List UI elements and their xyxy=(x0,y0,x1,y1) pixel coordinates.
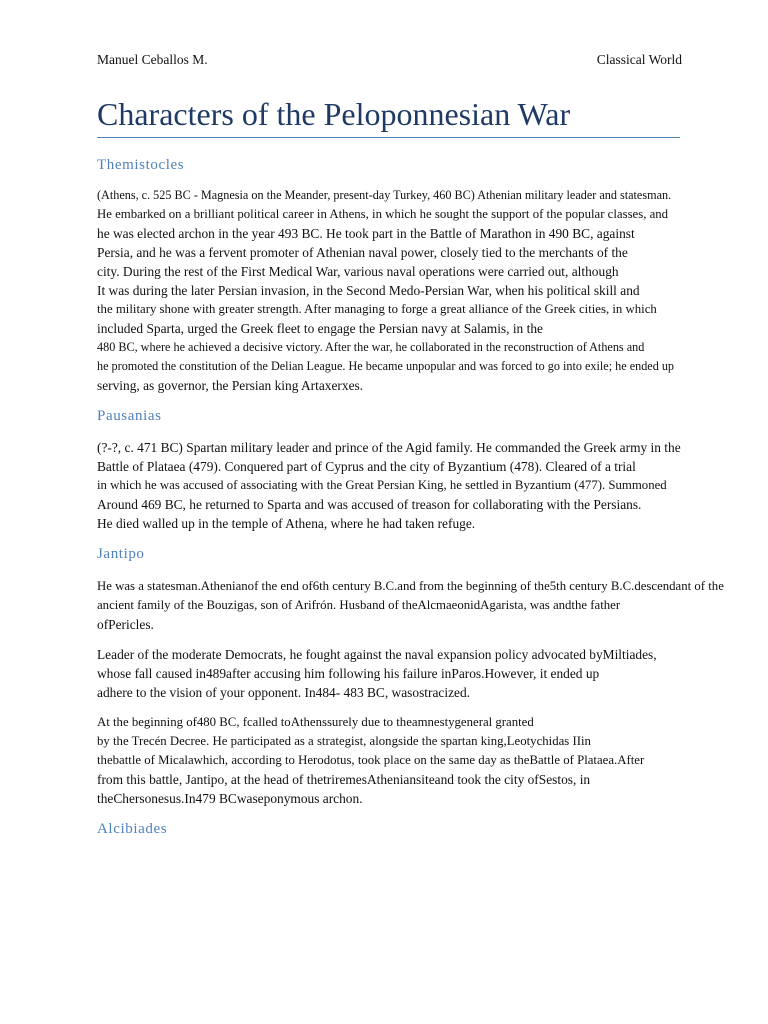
paragraph-line: thebattle of Micalawhich, according to Herodotus, took place on the same day as theBattle of Plataea.After xyxy=(97,753,645,767)
paragraph-line: in which he was accused of associating with the Great Persian King, he settled in Byzantium (477). Summoned xyxy=(97,478,667,492)
paragraph-line: city. During the rest of the First Medical War, various naval operations were carried out, although xyxy=(97,264,619,279)
paragraph-line: whose fall caused in489after accusing him following his failure inParos.However, it ended up xyxy=(97,666,600,681)
section-heading-pausanias: Pausanias xyxy=(97,408,162,424)
paragraph-line: by the Trecén Decree. He participated as a strategist, alongside the spartan king,Leotychidas IIin xyxy=(97,734,591,748)
paragraph-line: he promoted the constitution of the Delian League. He became unpopular and was forced to go into exile; he ended up xyxy=(97,359,675,373)
header-course: Classical World xyxy=(596,52,682,67)
paragraph-line: Persia, and he was a fervent promoter of Athenian naval power, closely tied to the merchants of the xyxy=(97,245,628,260)
paragraph-line: It was during the later Persian invasion, in the Second Medo-Persian War, when his political skill and xyxy=(97,283,640,298)
section-heading-themistocles: Themistocles xyxy=(97,157,185,173)
document-title: Characters of the Peloponnesian War xyxy=(97,96,571,132)
paragraph-line: He embarked on a brilliant political career in Athens, in which he sought the support of the popular classes, and xyxy=(97,207,669,221)
paragraph-line: Around 469 BC, he returned to Sparta and was accused of treason for collaborating with the Persians. xyxy=(97,497,642,512)
paragraph-line: from this battle, Jantipo, at the head of thetriremesAtheniansiteand took the city ofSestos, in xyxy=(97,772,591,787)
paragraph-line: At the beginning of480 BC, fcalled toAthenssurely due to theamnestygeneral granted xyxy=(97,715,534,729)
paragraph-line: ofPericles. xyxy=(97,617,154,632)
paragraph-line: serving, as governor, the Persian king Artaxerxes. xyxy=(97,378,364,393)
paragraph-line: (?-?, c. 471 BC) Spartan military leader and prince of the Agid family. He commanded the Greek army in the xyxy=(97,440,681,455)
paragraph-line: He was a statesman.Athenianof the end of6th century B.C.and from the beginning of the5th century B.C.descendant of the xyxy=(97,579,724,593)
paragraph-line: (Athens, c. 525 BC - Magnesia on the Meander, present-day Turkey, 460 BC) Athenian military leader and statesman. xyxy=(97,188,672,202)
paragraph-line: Leader of the moderate Democrats, he fought against the naval expansion policy advocated byMiltiades, xyxy=(97,647,657,662)
paragraph-line: Battle of Plataea (479). Conquered part of Cyprus and the city of Byzantium (478). Cleared of a trial xyxy=(97,459,636,474)
header-author: Manuel Ceballos M. xyxy=(97,52,208,67)
paragraph-line: he was elected archon in the year 493 BC. He took part in the Battle of Marathon in 490 BC, against xyxy=(97,226,635,241)
paragraph-line: adhere to the vision of your opponent. In484- 483 BC, wasostracized. xyxy=(97,685,470,700)
paragraph-line: theChersonesus.In479 BCwaseponymous archon. xyxy=(97,791,363,806)
paragraph-line: He died walled up in the temple of Athena, where he had taken refuge. xyxy=(97,516,476,531)
paragraph-line: ancient family of the Bouzigas, son of Arifrón. Husband of theAlcmaeonidAgarista, was andthe father xyxy=(97,598,621,612)
paragraph-line: the military shone with greater strength. After managing to forge a great alliance of the Greek cities, in which xyxy=(97,302,657,316)
section-heading-jantipo: Jantipo xyxy=(97,546,145,562)
paragraph-line: 480 BC, where he achieved a decisive victory. After the war, he collaborated in the reconstruction of Athens and xyxy=(97,340,645,354)
section-heading-alcibiades: Alcibiades xyxy=(97,821,168,837)
paragraph-line: included Sparta, urged the Greek fleet to engage the Persian navy at Salamis, in the xyxy=(97,321,543,336)
title-underline xyxy=(97,137,680,138)
